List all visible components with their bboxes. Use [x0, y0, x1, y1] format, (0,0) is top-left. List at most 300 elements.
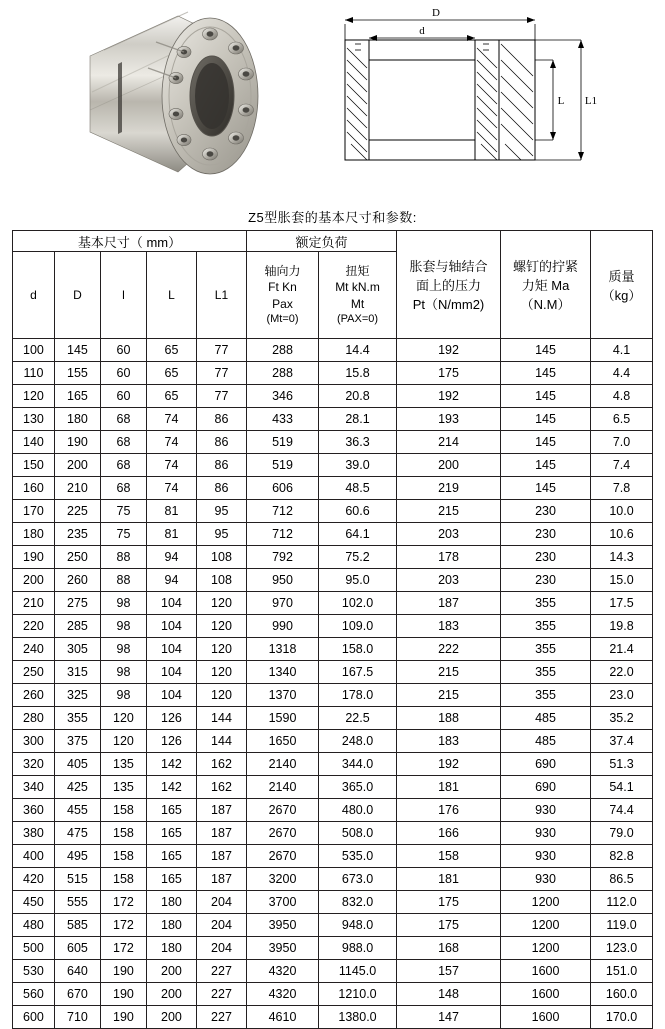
- header-axial-force-line3: Pax: [272, 296, 293, 311]
- cell-D: 495: [54, 845, 100, 868]
- cell-mass: 74.4: [591, 799, 653, 822]
- cell-D: 325: [54, 684, 100, 707]
- cell-d: 250: [12, 661, 54, 684]
- cell-axial-force: 712: [247, 523, 319, 546]
- cell-L1: 227: [196, 1006, 246, 1029]
- cell-D: 225: [54, 500, 100, 523]
- cell-L1: 86: [196, 477, 246, 500]
- cell-L1: 144: [196, 707, 246, 730]
- cell-L: 165: [146, 845, 196, 868]
- cell-D: 605: [54, 937, 100, 960]
- cell-torque: 60.6: [319, 500, 397, 523]
- cell-L1: 187: [196, 845, 246, 868]
- cell-torque: 832.0: [319, 891, 397, 914]
- header-mass: [591, 231, 653, 339]
- cell-axial-force: 1650: [247, 730, 319, 753]
- cell-D: 425: [54, 776, 100, 799]
- cell-L1: 77: [196, 385, 246, 408]
- cell-d: 190: [12, 546, 54, 569]
- table-row: [12, 707, 652, 730]
- cell-d: 340: [12, 776, 54, 799]
- cell-axial-force: 4320: [247, 983, 319, 1006]
- cell-L1: 120: [196, 638, 246, 661]
- header-torque-line4: (PAX=0): [336, 312, 379, 325]
- header-pressure: [397, 231, 501, 339]
- cell-torque: 673.0: [319, 868, 397, 891]
- cell-screw-torque: 930: [501, 799, 591, 822]
- cell-l: 172: [100, 891, 146, 914]
- header-mass-line2: （kg）: [601, 287, 642, 303]
- technical-drawing: [315, 4, 605, 184]
- cell-axial-force: 2670: [247, 799, 319, 822]
- table-row: [12, 500, 652, 523]
- cell-mass: 6.5: [591, 408, 653, 431]
- cell-d: 140: [12, 431, 54, 454]
- cell-l: 98: [100, 638, 146, 661]
- cell-L1: 86: [196, 431, 246, 454]
- cell-mass: 23.0: [591, 684, 653, 707]
- cell-d: 450: [12, 891, 54, 914]
- cell-torque: 75.2: [319, 546, 397, 569]
- cell-screw-torque: 145: [501, 477, 591, 500]
- cell-L: 180: [146, 891, 196, 914]
- cell-L1: 227: [196, 960, 246, 983]
- cell-d: 420: [12, 868, 54, 891]
- cell-D: 155: [54, 362, 100, 385]
- cell-pressure: 192: [397, 385, 501, 408]
- cell-l: 120: [100, 730, 146, 753]
- cell-L: 142: [146, 753, 196, 776]
- cell-screw-torque: 930: [501, 845, 591, 868]
- table-row: [12, 868, 652, 891]
- cell-d: 110: [12, 362, 54, 385]
- cell-torque: 480.0: [319, 799, 397, 822]
- table-row: [12, 845, 652, 868]
- cell-l: 190: [100, 1006, 146, 1029]
- cell-mass: 112.0: [591, 891, 653, 914]
- cell-axial-force: 288: [247, 362, 319, 385]
- cell-pressure: 192: [397, 753, 501, 776]
- cell-pressure: 219: [397, 477, 501, 500]
- cell-pressure: 215: [397, 661, 501, 684]
- cell-mass: 170.0: [591, 1006, 653, 1029]
- cell-screw-torque: 1200: [501, 914, 591, 937]
- cell-d: 300: [12, 730, 54, 753]
- cell-pressure: 187: [397, 592, 501, 615]
- cell-d: 480: [12, 914, 54, 937]
- cell-torque: 508.0: [319, 822, 397, 845]
- cell-axial-force: 792: [247, 546, 319, 569]
- cell-l: 60: [100, 385, 146, 408]
- specs-table-body: [12, 339, 652, 1029]
- cell-L: 81: [146, 500, 196, 523]
- table-row: [12, 408, 652, 431]
- cell-L1: 227: [196, 983, 246, 1006]
- cell-pressure: 166: [397, 822, 501, 845]
- cell-torque: 344.0: [319, 753, 397, 776]
- cell-D: 710: [54, 1006, 100, 1029]
- table-row: [12, 638, 652, 661]
- cell-axial-force: 2140: [247, 753, 319, 776]
- cell-L: 104: [146, 592, 196, 615]
- cell-L1: 120: [196, 684, 246, 707]
- header-torque-line3: Mt: [350, 296, 365, 311]
- cell-screw-torque: 230: [501, 500, 591, 523]
- cell-screw-torque: 355: [501, 615, 591, 638]
- cell-screw-torque: 145: [501, 408, 591, 431]
- cell-L1: 95: [196, 500, 246, 523]
- figures-row: [0, 0, 665, 205]
- cell-L: 94: [146, 569, 196, 592]
- cell-mass: 123.0: [591, 937, 653, 960]
- cell-L1: 187: [196, 822, 246, 845]
- cell-D: 285: [54, 615, 100, 638]
- cell-axial-force: 1590: [247, 707, 319, 730]
- cell-d: 530: [12, 960, 54, 983]
- header-screw-torque: [501, 231, 591, 339]
- cell-L1: 162: [196, 753, 246, 776]
- cell-mass: 14.3: [591, 546, 653, 569]
- cell-screw-torque: 145: [501, 362, 591, 385]
- cell-l: 158: [100, 799, 146, 822]
- cell-axial-force: 990: [247, 615, 319, 638]
- cell-mass: 79.0: [591, 822, 653, 845]
- cell-l: 172: [100, 914, 146, 937]
- table-row: [12, 477, 652, 500]
- cell-L: 65: [146, 339, 196, 362]
- table-row: [12, 339, 652, 362]
- cell-screw-torque: 355: [501, 684, 591, 707]
- cell-axial-force: 606: [247, 477, 319, 500]
- cell-l: 190: [100, 960, 146, 983]
- cell-axial-force: 433: [247, 408, 319, 431]
- header-torque-line1: 扭矩: [345, 264, 370, 279]
- table-row: [12, 822, 652, 845]
- cell-torque: 158.0: [319, 638, 397, 661]
- table-row: [12, 730, 652, 753]
- cell-l: 98: [100, 615, 146, 638]
- cell-d: 400: [12, 845, 54, 868]
- cell-pressure: 203: [397, 569, 501, 592]
- cell-screw-torque: 145: [501, 385, 591, 408]
- cell-D: 190: [54, 431, 100, 454]
- cell-screw-torque: 690: [501, 753, 591, 776]
- cell-L1: 77: [196, 362, 246, 385]
- cell-d: 180: [12, 523, 54, 546]
- table-row: [12, 592, 652, 615]
- cell-pressure: 183: [397, 615, 501, 638]
- cell-pressure: 147: [397, 1006, 501, 1029]
- cell-D: 640: [54, 960, 100, 983]
- table-row: [12, 776, 652, 799]
- cell-l: 158: [100, 845, 146, 868]
- header-axial-force: [247, 252, 319, 339]
- cell-L: 165: [146, 799, 196, 822]
- cell-screw-torque: 930: [501, 868, 591, 891]
- table-row: [12, 891, 652, 914]
- cell-mass: 17.5: [591, 592, 653, 615]
- cell-screw-torque: 1600: [501, 960, 591, 983]
- header-torque-line2: Mt kN.m: [335, 280, 380, 295]
- cell-L: 126: [146, 730, 196, 753]
- cell-torque: 365.0: [319, 776, 397, 799]
- cell-L1: 120: [196, 661, 246, 684]
- cell-L: 74: [146, 454, 196, 477]
- cell-L: 104: [146, 615, 196, 638]
- cell-screw-torque: 145: [501, 454, 591, 477]
- cell-pressure: 214: [397, 431, 501, 454]
- table-row: [12, 615, 652, 638]
- cell-torque: 109.0: [319, 615, 397, 638]
- cell-l: 88: [100, 546, 146, 569]
- cell-axial-force: 950: [247, 569, 319, 592]
- cell-axial-force: 3950: [247, 914, 319, 937]
- table-row: [12, 569, 652, 592]
- cell-torque: 39.0: [319, 454, 397, 477]
- header-col-L: L: [146, 252, 196, 339]
- cell-l: 75: [100, 523, 146, 546]
- cell-mass: 54.1: [591, 776, 653, 799]
- cell-d: 500: [12, 937, 54, 960]
- drawing-label-L1: L1: [584, 95, 598, 107]
- cell-L1: 187: [196, 799, 246, 822]
- cell-L: 142: [146, 776, 196, 799]
- header-pressure-line2: 面上的压力: [416, 278, 482, 293]
- cell-torque: 95.0: [319, 569, 397, 592]
- cell-torque: 20.8: [319, 385, 397, 408]
- cell-pressure: 222: [397, 638, 501, 661]
- cell-axial-force: 2670: [247, 822, 319, 845]
- cell-mass: 10.0: [591, 500, 653, 523]
- header-col-L1: L1: [196, 252, 246, 339]
- cell-L: 104: [146, 661, 196, 684]
- cell-axial-force: 3200: [247, 868, 319, 891]
- cell-pressure: 175: [397, 914, 501, 937]
- cell-D: 315: [54, 661, 100, 684]
- cell-L1: 204: [196, 937, 246, 960]
- cell-mass: 86.5: [591, 868, 653, 891]
- cell-l: 120: [100, 707, 146, 730]
- cell-D: 585: [54, 914, 100, 937]
- cell-pressure: 178: [397, 546, 501, 569]
- product-photo: [60, 4, 275, 189]
- cell-axial-force: 519: [247, 431, 319, 454]
- cell-mass: 22.0: [591, 661, 653, 684]
- cell-screw-torque: 1200: [501, 937, 591, 960]
- cell-L1: 120: [196, 592, 246, 615]
- cell-torque: 1380.0: [319, 1006, 397, 1029]
- cell-axial-force: 288: [247, 339, 319, 362]
- table-row: [12, 523, 652, 546]
- cell-L1: 204: [196, 914, 246, 937]
- cell-l: 135: [100, 776, 146, 799]
- cell-axial-force: 1340: [247, 661, 319, 684]
- technical-drawing-svg: [315, 4, 605, 184]
- cell-l: 172: [100, 937, 146, 960]
- cell-mass: 82.8: [591, 845, 653, 868]
- header-axial-force-line2: Ft Kn: [268, 280, 297, 295]
- cell-torque: 948.0: [319, 914, 397, 937]
- cell-L: 165: [146, 868, 196, 891]
- cell-L1: 86: [196, 408, 246, 431]
- cell-torque: 248.0: [319, 730, 397, 753]
- cell-axial-force: 3700: [247, 891, 319, 914]
- header-axial-force-line4: (Mt=0): [266, 312, 299, 325]
- cell-screw-torque: 1200: [501, 891, 591, 914]
- cell-l: 158: [100, 822, 146, 845]
- header-screw-torque-line3: （N.M）: [520, 297, 571, 312]
- cell-L1: 86: [196, 454, 246, 477]
- cell-l: 135: [100, 753, 146, 776]
- cell-mass: 10.6: [591, 523, 653, 546]
- cell-pressure: 176: [397, 799, 501, 822]
- cell-D: 165: [54, 385, 100, 408]
- cell-l: 98: [100, 592, 146, 615]
- cell-axial-force: 970: [247, 592, 319, 615]
- cell-L: 74: [146, 408, 196, 431]
- cell-L: 94: [146, 546, 196, 569]
- cell-d: 120: [12, 385, 54, 408]
- cell-screw-torque: 930: [501, 822, 591, 845]
- cell-L1: 108: [196, 546, 246, 569]
- cell-d: 150: [12, 454, 54, 477]
- product-photo-svg: [60, 4, 275, 189]
- cell-pressure: 158: [397, 845, 501, 868]
- cell-D: 515: [54, 868, 100, 891]
- cell-L: 104: [146, 684, 196, 707]
- cell-L: 200: [146, 983, 196, 1006]
- cell-D: 355: [54, 707, 100, 730]
- cell-l: 68: [100, 431, 146, 454]
- table-row: [12, 362, 652, 385]
- cell-torque: 28.1: [319, 408, 397, 431]
- cell-l: 88: [100, 569, 146, 592]
- table-row: [12, 1006, 652, 1029]
- cell-L1: 95: [196, 523, 246, 546]
- cell-pressure: 193: [397, 408, 501, 431]
- cell-L: 200: [146, 1006, 196, 1029]
- cell-mass: 19.8: [591, 615, 653, 638]
- cell-pressure: 157: [397, 960, 501, 983]
- cell-pressure: 148: [397, 983, 501, 1006]
- table-row: [12, 546, 652, 569]
- cell-mass: 160.0: [591, 983, 653, 1006]
- cell-pressure: 181: [397, 868, 501, 891]
- cell-D: 375: [54, 730, 100, 753]
- cell-pressure: 192: [397, 339, 501, 362]
- cell-mass: 7.8: [591, 477, 653, 500]
- cell-D: 275: [54, 592, 100, 615]
- header-rated-load: 额定负荷: [247, 231, 397, 252]
- cell-screw-torque: 145: [501, 431, 591, 454]
- table-row: [12, 431, 652, 454]
- cell-d: 600: [12, 1006, 54, 1029]
- cell-d: 210: [12, 592, 54, 615]
- cell-mass: 37.4: [591, 730, 653, 753]
- cell-mass: 119.0: [591, 914, 653, 937]
- cell-D: 475: [54, 822, 100, 845]
- cell-L1: 162: [196, 776, 246, 799]
- cell-torque: 15.8: [319, 362, 397, 385]
- cell-L1: 204: [196, 891, 246, 914]
- cell-axial-force: 519: [247, 454, 319, 477]
- cell-axial-force: 2140: [247, 776, 319, 799]
- header-col-d: d: [12, 252, 54, 339]
- cell-axial-force: 3950: [247, 937, 319, 960]
- header-axial-force-line1: 轴向力: [264, 264, 301, 279]
- cell-L: 74: [146, 477, 196, 500]
- header-col-l: l: [100, 252, 146, 339]
- table-row: [12, 684, 652, 707]
- cell-torque: 102.0: [319, 592, 397, 615]
- cell-pressure: 188: [397, 707, 501, 730]
- header-pressure-line3: Pt（N/mm2): [412, 297, 485, 312]
- cell-torque: 988.0: [319, 937, 397, 960]
- cell-mass: 4.1: [591, 339, 653, 362]
- cell-L: 126: [146, 707, 196, 730]
- cell-torque: 178.0: [319, 684, 397, 707]
- cell-torque: 167.5: [319, 661, 397, 684]
- table-row: [12, 753, 652, 776]
- cell-torque: 48.5: [319, 477, 397, 500]
- header-screw-torque-line2: 力矩 Ma: [521, 278, 570, 293]
- table-row: [12, 937, 652, 960]
- table-row: [12, 385, 652, 408]
- cell-screw-torque: 1600: [501, 983, 591, 1006]
- header-col-D: D: [54, 252, 100, 339]
- cell-D: 260: [54, 569, 100, 592]
- drawing-label-L: L: [557, 95, 565, 107]
- cell-D: 405: [54, 753, 100, 776]
- cell-D: 145: [54, 339, 100, 362]
- cell-screw-torque: 355: [501, 638, 591, 661]
- cell-torque: 36.3: [319, 431, 397, 454]
- cell-mass: 7.0: [591, 431, 653, 454]
- cell-d: 260: [12, 684, 54, 707]
- table-row: [12, 454, 652, 477]
- cell-d: 200: [12, 569, 54, 592]
- cell-L: 165: [146, 822, 196, 845]
- cell-pressure: 200: [397, 454, 501, 477]
- cell-mass: 35.2: [591, 707, 653, 730]
- table-row: [12, 661, 652, 684]
- cell-d: 280: [12, 707, 54, 730]
- cell-mass: 51.3: [591, 753, 653, 776]
- cell-mass: 4.8: [591, 385, 653, 408]
- cell-L: 200: [146, 960, 196, 983]
- cell-screw-torque: 1600: [501, 1006, 591, 1029]
- cell-mass: 15.0: [591, 569, 653, 592]
- cell-axial-force: 4610: [247, 1006, 319, 1029]
- cell-screw-torque: 230: [501, 523, 591, 546]
- cell-d: 380: [12, 822, 54, 845]
- header-mass-line1: 质量: [608, 268, 635, 284]
- cell-d: 130: [12, 408, 54, 431]
- cell-L: 65: [146, 385, 196, 408]
- cell-l: 75: [100, 500, 146, 523]
- cell-L1: 187: [196, 868, 246, 891]
- cell-D: 455: [54, 799, 100, 822]
- cell-screw-torque: 230: [501, 569, 591, 592]
- cell-screw-torque: 355: [501, 592, 591, 615]
- cell-axial-force: 4320: [247, 960, 319, 983]
- cell-torque: 14.4: [319, 339, 397, 362]
- cell-d: 220: [12, 615, 54, 638]
- cell-mass: 151.0: [591, 960, 653, 983]
- cell-torque: 1145.0: [319, 960, 397, 983]
- cell-l: 60: [100, 362, 146, 385]
- header-pressure-line1: 胀套与轴结合: [409, 259, 488, 274]
